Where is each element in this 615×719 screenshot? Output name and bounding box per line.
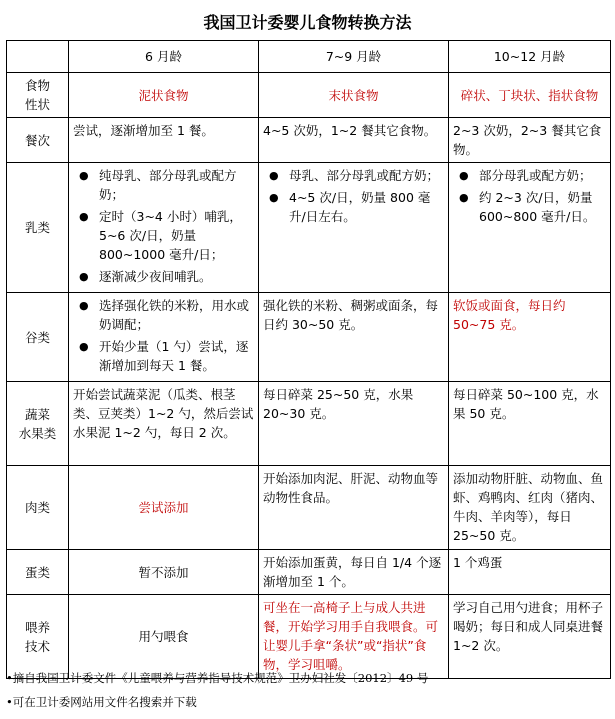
list-item: ● 4~5 次/日，奶量 800 毫升/日左右。 [289,188,444,226]
list-item: ● 逐渐减少夜间哺乳。 [99,267,254,286]
cell-grain-6 [69,293,259,382]
list-item: ● 纯母乳、部分母乳或配方奶； [99,166,254,204]
row-egg [7,550,611,595]
cell-meat-6: 尝试添加 [69,466,259,550]
cell-veg-7-9: 每日碎菜 25~50 克，水果 20~30 克。 [259,382,449,466]
cell-feed-6: 用勺喂食 [69,595,259,679]
cell-meals-7-9: 4~5 次奶，1~2 餐其它食物。 [259,118,449,163]
header-7-9-months: 7~9 月龄 [259,41,449,73]
cell-veg-10-12: 每日碎菜 50~100 克，水果 50 克。 [449,382,611,466]
cell-meals-6: 尝试，逐渐增加至 1 餐。 [69,118,259,163]
row-label-food-state [7,73,69,118]
list-item: ● 约 2~3 次/日，奶量 600~800 毫升/日。 [479,188,606,226]
cell-state-7-9: 末状食物 [259,73,449,118]
cell-egg-7-9: 开始添加蛋黄，每日自 1/4 个逐渐增加至 1 个。 [259,550,449,595]
row-label-veg-fruit [7,382,69,466]
row-label-grain: 谷类 [7,293,69,382]
cell-meals-10-12: 2~3 次奶，2~3 餐其它食物。 [449,118,611,163]
list-item: ● 选择强化铁的米粉，用水或奶调配； [99,296,254,334]
cell-feed-10-12: 学习自己用勺进食；用杯子喝奶；每日和成人同桌进餐 1~2 次。 [449,595,611,679]
row-label-egg: 蛋类 [7,550,69,595]
row-food-state [7,73,611,118]
row-label-meals: 餐次 [7,118,69,163]
row-label-milk: 乳类 [7,163,69,293]
header-corner [7,41,69,73]
row-grain [7,293,611,382]
list-item: ● 开始少量（1 勺）尝试，逐渐增加到每天 1 餐。 [99,337,254,375]
cell-grain-7-9: 强化铁的米粉、稠粥或面条，每日约 30~50 克。 [259,293,449,382]
label-line: 蔬菜 水果类 [18,406,57,441]
cell-meat-10-12: 添加动物肝脏、动物血、鱼虾、鸡鸭肉、红肉（猪肉、牛肉、羊肉等），每日 25~50 克。 [449,466,611,550]
cell-egg-6: 暂不添加 [69,550,259,595]
row-meat [7,466,611,550]
row-veg-fruit [7,382,611,466]
row-label-meat: 肉类 [7,466,69,550]
page-title: 我国卫计委婴儿食物转换方法 [203,13,412,32]
row-feeding [7,595,611,679]
label-line: 食物 性状 [24,78,50,112]
cell-milk-7-9 [259,163,449,293]
cell-feed-7-9: 可坐在一高椅子上与成人共进餐，开始学习用手自我喂食。可让婴儿手拿“条状”或“指状”食物，学习咀嚼。 [259,595,449,679]
cell-veg-6: 开始尝试蔬菜泥（瓜类、根茎类、豆荚类）1~2 勺，然后尝试水果泥 1~2 勺，每日 2 次。 [69,382,259,466]
cell-state-6: 泥状食物 [69,73,259,118]
row-milk [7,163,611,293]
list-item: ● 定时（3~4 小时）哺乳，5~6 次/日，奶量 800~1000 毫升/日； [99,207,254,264]
food-transition-table [6,40,611,679]
cell-grain-10-12: 软饭或面食，每日约 50~75 克。 [449,293,611,382]
header-10-12-months: 10~12 月龄 [449,41,611,73]
list-item: ● 母乳、部分母乳或配方奶； [289,166,444,185]
header-row [7,41,611,73]
cell-meat-7-9: 开始添加肉泥、肝泥、动物血等动物性食品。 [259,466,449,550]
download-note: •可在卫计委网站用文件名搜索并下载 [6,695,197,709]
source-note: •摘自我国卫计委文件《儿童喂养与营养指导技术规范》卫办妇社发〔2012〕49 号 [6,671,429,685]
row-label-feeding [7,595,69,679]
cell-milk-6 [69,163,259,293]
row-meals [7,118,611,163]
header-6-months: 6 月龄 [69,41,259,73]
label-line: 喂养 技术 [24,619,50,654]
list-item: ● 部分母乳或配方奶； [479,166,606,185]
cell-state-10-12: 碎状、丁块状、指状食物 [449,73,611,118]
cell-milk-10-12 [449,163,611,293]
cell-egg-10-12: 1 个鸡蛋 [449,550,611,595]
